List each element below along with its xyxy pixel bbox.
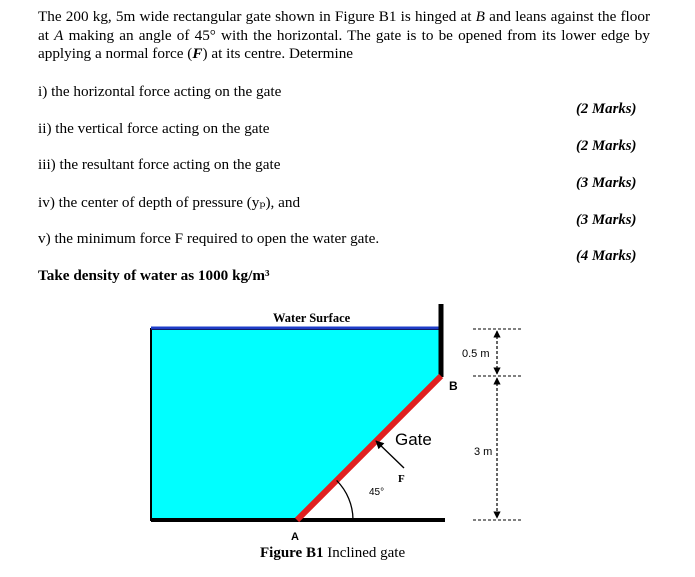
intro-part-3: making an angle of 45° with the horizontal. The gate is to be opened from its lower edge by applying a normal force ( — [38, 26, 650, 62]
question-5: v) the minimum force F required to open the water gate. — [38, 230, 380, 247]
gate-label: Gate — [395, 430, 432, 449]
question-2: ii) the vertical force acting on the gate — [38, 120, 270, 137]
question-1: i) the horizontal force acting on the gate — [38, 83, 282, 100]
intro-part-1: The 200 kg, 5m wide rectangular gate shown in Figure B1 is hinged at — [38, 8, 472, 25]
intro-point-a: A — [54, 26, 64, 44]
intro-force-f: F — [192, 45, 203, 62]
caption-text: Inclined gate — [327, 545, 406, 561]
marks-3: (3 Marks) — [576, 175, 637, 191]
density-statement: Take density of water as 1000 kg/m³ — [38, 267, 270, 284]
dim-top-label: 0.5 m — [462, 348, 490, 360]
marks-2: (2 Marks) — [576, 138, 637, 154]
angle-arc — [337, 480, 353, 520]
marks-4: (3 Marks) — [576, 212, 637, 228]
intro-point-b: B — [475, 8, 485, 25]
water-surface-label: Water Surface — [273, 311, 351, 325]
angle-label: 45° — [369, 487, 385, 498]
intro-part-4: ) at its centre. Determine — [202, 45, 354, 62]
caption-label: Figure B1 — [260, 545, 324, 561]
dim-gate-label: 3 m — [474, 446, 493, 458]
floor-point-label: A — [291, 531, 299, 543]
force-label: F — [398, 473, 405, 485]
intro-part-2: and leans against the floor at — [38, 8, 651, 44]
marks-5: (4 Marks) — [576, 248, 637, 264]
water-body — [151, 329, 441, 520]
hinge-label: B — [449, 379, 458, 393]
question-3: iii) the resultant force acting on the gate — [38, 156, 281, 173]
marks-1: (2 Marks) — [576, 101, 637, 117]
question-4: iv) the center of depth of pressure (yₚ), and — [38, 194, 301, 211]
figure-caption — [260, 545, 405, 562]
